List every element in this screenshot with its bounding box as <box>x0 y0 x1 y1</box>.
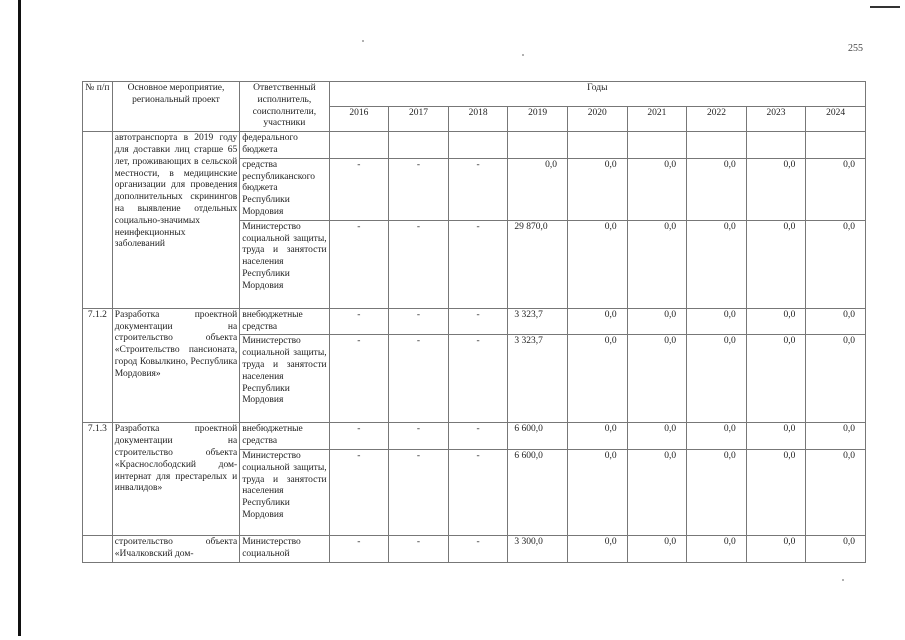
budget-table <box>82 81 866 563</box>
value-cell: 0,0 <box>687 220 747 308</box>
scan-mark <box>870 6 900 8</box>
value-cell: 0,0 <box>746 308 806 335</box>
scan-edge-bar <box>18 0 21 636</box>
value-cell: 6 600,0 <box>508 449 568 535</box>
value-cell: 0,0 <box>567 308 627 335</box>
executor-cell: Министерство социальной <box>240 535 329 562</box>
value-cell: 0,0 <box>806 158 866 220</box>
value-cell: 0,0 <box>746 158 806 220</box>
value-cell: - <box>448 535 508 562</box>
executor-cell: Министерство социальной защиты, труда и занятости населения Республики Мордовия <box>240 335 329 423</box>
value-cell: 0,0 <box>687 335 747 423</box>
value-cell <box>746 132 806 159</box>
value-cell: 0,0 <box>806 335 866 423</box>
value-cell: 0,0 <box>627 535 687 562</box>
value-cell: 0,0 <box>687 535 747 562</box>
value-cell: 3 323,7 <box>508 308 568 335</box>
value-cell: 0,0 <box>627 158 687 220</box>
value-cell: 0,0 <box>567 220 627 308</box>
value-cell: - <box>389 220 449 308</box>
header-year: 2022 <box>687 107 747 132</box>
header-year: 2016 <box>329 107 389 132</box>
value-cell: - <box>448 335 508 423</box>
value-cell: 3 300,0 <box>508 535 568 562</box>
activity-cell: Разработка проектной документации на строительство объекта «Краснослободский дом-интернат для престарелых и инвалидов» <box>112 423 239 536</box>
value-cell: 0,0 <box>687 449 747 535</box>
value-cell: 0,0 <box>508 158 568 220</box>
scan-speck <box>842 579 844 581</box>
value-cell: - <box>329 335 389 423</box>
value-cell: 0,0 <box>687 423 747 450</box>
value-cell <box>508 132 568 159</box>
value-cell: 0,0 <box>567 423 627 450</box>
row-num <box>83 535 113 562</box>
value-cell: 0,0 <box>806 220 866 308</box>
value-cell: 0,0 <box>806 535 866 562</box>
value-cell: 0,0 <box>567 335 627 423</box>
value-cell: 0,0 <box>627 423 687 450</box>
value-cell <box>627 132 687 159</box>
executor-cell: федерального бюджета <box>240 132 329 159</box>
scan-speck <box>522 54 524 56</box>
value-cell: 0,0 <box>627 449 687 535</box>
value-cell <box>389 132 449 159</box>
value-cell <box>329 132 389 159</box>
value-cell <box>567 132 627 159</box>
table-row <box>83 132 866 159</box>
header-row <box>83 82 866 107</box>
value-cell: 0,0 <box>746 335 806 423</box>
value-cell: - <box>329 449 389 535</box>
page-number: 255 <box>848 43 863 54</box>
table-row <box>83 423 866 450</box>
header-year: 2018 <box>448 107 508 132</box>
activity-cell: Разработка проектной документации на строительство объекта «Строительство пансионата, город Ковылкино, Республика Мордовия» <box>112 308 239 423</box>
activity-cell: автотранспорта в 2019 году для доставки лиц старше 65 лет, проживающих в сельской местности, в медицинские организации для проведения дополнительных скринингов на выявление отдельных социально-значимых неинфекционных заболеваний <box>112 132 239 309</box>
value-cell: - <box>448 423 508 450</box>
value-cell: 3 323,7 <box>508 335 568 423</box>
value-cell: - <box>389 535 449 562</box>
table-row <box>83 535 866 562</box>
value-cell: 0,0 <box>746 449 806 535</box>
value-cell: 29 870,0 <box>508 220 568 308</box>
header-year: 2021 <box>627 107 687 132</box>
row-num: 7.1.2 <box>83 308 113 423</box>
value-cell: 0,0 <box>746 423 806 450</box>
value-cell: 0,0 <box>806 308 866 335</box>
header-year: 2019 <box>508 107 568 132</box>
value-cell: - <box>329 158 389 220</box>
value-cell: - <box>389 449 449 535</box>
header-years-group: Годы <box>329 82 865 107</box>
value-cell: - <box>329 535 389 562</box>
value-cell: 0,0 <box>687 158 747 220</box>
value-cell: - <box>389 423 449 450</box>
row-num: 7.1.3 <box>83 423 113 536</box>
value-cell: 0,0 <box>567 535 627 562</box>
value-cell: - <box>389 158 449 220</box>
value-cell: 0,0 <box>567 158 627 220</box>
value-cell: - <box>448 449 508 535</box>
header-year: 2017 <box>389 107 449 132</box>
value-cell: - <box>329 220 389 308</box>
value-cell: - <box>448 158 508 220</box>
value-cell <box>806 132 866 159</box>
header-executor: Ответственный исполнитель, соисполнители, участники <box>240 82 329 132</box>
header-year: 2020 <box>567 107 627 132</box>
value-cell: - <box>448 308 508 335</box>
row-num <box>83 132 113 309</box>
value-cell: 0,0 <box>806 423 866 450</box>
value-cell: 0,0 <box>627 335 687 423</box>
executor-cell: средства республиканского бюджета Республики Мордовия <box>240 158 329 220</box>
value-cell: - <box>329 308 389 335</box>
value-cell: 0,0 <box>746 535 806 562</box>
value-cell: 0,0 <box>627 220 687 308</box>
value-cell: 6 600,0 <box>508 423 568 450</box>
value-cell: - <box>389 308 449 335</box>
header-num: № п/п <box>83 82 113 132</box>
value-cell: - <box>448 220 508 308</box>
executor-cell: Министерство социальной защиты, труда и занятости населения Республики Мордовия <box>240 449 329 535</box>
value-cell: 0,0 <box>627 308 687 335</box>
value-cell <box>687 132 747 159</box>
table-row <box>83 308 866 335</box>
value-cell: 0,0 <box>687 308 747 335</box>
value-cell: 0,0 <box>746 220 806 308</box>
executor-cell: внебюджетные средства <box>240 423 329 450</box>
value-cell: - <box>389 335 449 423</box>
executor-cell: Министерство социальной защиты, труда и занятости населения Республики Мордовия <box>240 220 329 308</box>
scan-speck <box>362 40 364 42</box>
activity-cell: строительство объекта «Ичалковский дом- <box>112 535 239 562</box>
executor-cell: внебюджетные средства <box>240 308 329 335</box>
value-cell: 0,0 <box>806 449 866 535</box>
header-activity: Основное мероприятие, региональный проект <box>112 82 239 132</box>
header-year: 2023 <box>746 107 806 132</box>
value-cell <box>448 132 508 159</box>
value-cell: - <box>329 423 389 450</box>
header-year: 2024 <box>806 107 866 132</box>
value-cell: 0,0 <box>567 449 627 535</box>
